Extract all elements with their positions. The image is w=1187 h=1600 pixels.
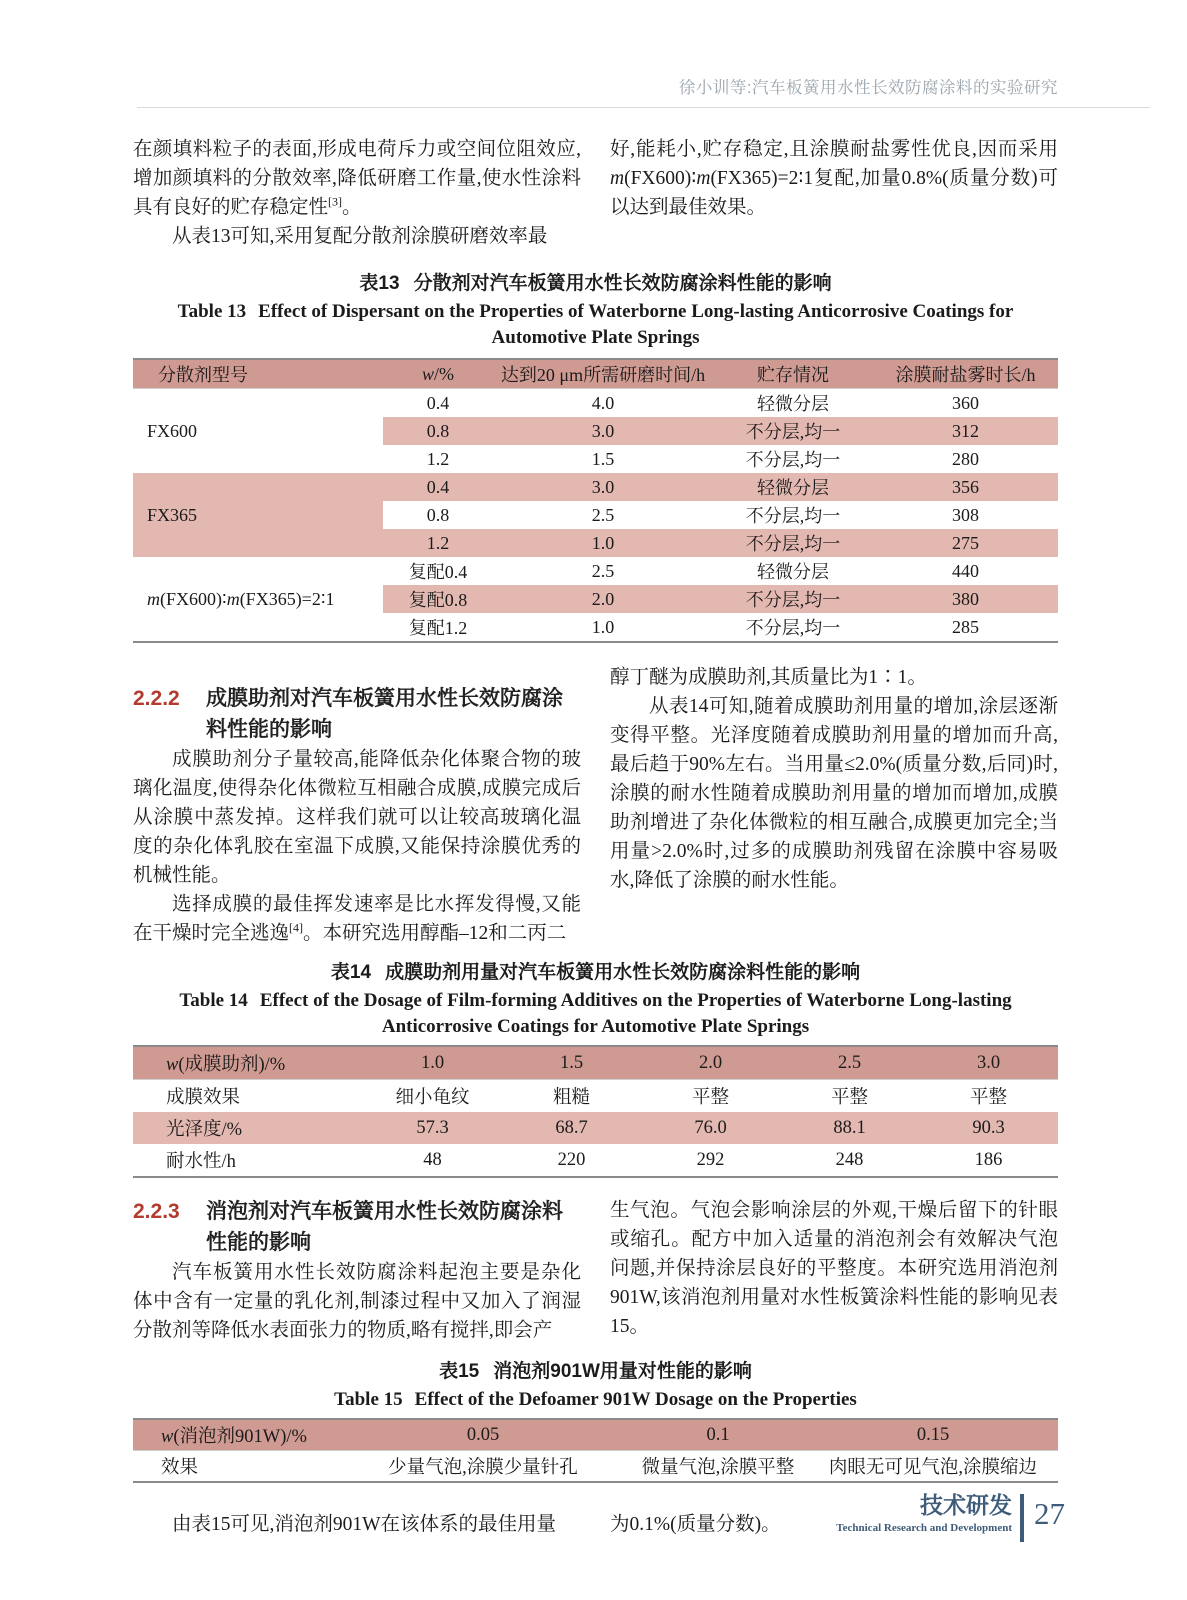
table-cell: 微量气泡,涂膜平整 — [641, 1458, 795, 1478]
table14-caption-en: Effect of the Dosage of Film-forming Additives on the Properties of Waterborne Long-lasting Anticorrosive Coatings for Automotive Plate Springs — [259, 990, 1012, 1037]
table-cell: 88.1 — [780, 1112, 919, 1144]
running-head: 徐小训等:汽车板簧用水性长效防腐涂料的实验研究 — [678, 79, 1058, 97]
table-cell: 成膜效果 — [166, 1088, 241, 1108]
table-header-cell: w(成膜助剂)/% — [133, 1046, 363, 1080]
table-cell: 380 — [873, 585, 1058, 613]
table-cell: 1.2 — [383, 529, 493, 557]
table-cell: 440 — [952, 560, 979, 581]
table-header-cell: 1.5 — [502, 1046, 641, 1080]
table-cell: 2.0 — [493, 585, 713, 613]
table-cell: 轻微分层 — [757, 394, 829, 414]
table-header-cell: 分散剂型号 — [133, 359, 383, 389]
table-header-cell: 0.1 — [628, 1419, 808, 1451]
table-cell: 不分层,均一 — [745, 450, 841, 470]
table-cell: 0.8 — [383, 417, 493, 445]
table14-label-en: Table 14 — [179, 990, 248, 1011]
intro-right-column — [610, 135, 1058, 251]
table-cell: 复配0.8 — [383, 585, 493, 613]
table-cell: 3.0 — [493, 417, 713, 445]
table-header-cell: 涂膜耐盐雾时长/h — [873, 359, 1058, 389]
body-paragraph: 从表13可知,采用复配分散剂涂膜研磨效率最 — [172, 226, 548, 247]
table-cell: 复配0.4 — [408, 562, 468, 582]
body-paragraph: 由表15可见,消泡剂901W在该体系的最佳用量 — [172, 1514, 557, 1535]
header-rule — [137, 107, 1150, 108]
table-header-cell: 0.05 — [338, 1419, 628, 1451]
table-cell: 248 — [835, 1149, 864, 1170]
section-title: 成膜助剂对汽车板簧用水性长效防腐涂料性能的影响 — [206, 687, 563, 741]
table-cell: 复配1.2 — [408, 618, 468, 638]
table-cell: 308 — [952, 504, 979, 525]
table-cell: 平整 — [830, 1088, 868, 1108]
table-cell: 不分层,均一 — [713, 585, 873, 613]
footer-divider-bar — [1020, 1494, 1024, 1542]
table-cell: 平整 — [969, 1088, 1007, 1108]
table13-caption-en: Effect of Dispersant on the Properties of Waterborne Long-lasting Anticorrosive Coatings for Automotive Plate Springs — [258, 301, 1014, 348]
intro-text-block — [133, 135, 1058, 251]
table-row — [133, 1144, 1058, 1177]
body-paragraph: 选择成膜的最佳挥发速率是比水挥发得慢,又能在干燥时完全逃逸[4]。本研究选用醇酯–12和二丙二 — [133, 894, 581, 944]
section-223-left-column — [133, 1196, 581, 1345]
table13-title-en — [133, 299, 1058, 351]
section-number: 2.2.2 — [133, 687, 180, 710]
table-header-cell: 0.15 — [808, 1419, 1058, 1451]
table-row — [133, 473, 1058, 501]
body-paragraph: 成膜助剂分子量较高,能降低杂化体聚合物的玻璃化温度,使得杂化体微粒互相融合成膜,成膜完成后从涂膜中蒸发掉。这样我们就可以让较高玻璃化温度的杂化体乳胶在室温下成膜,又能保持涂膜优秀的机械性能。 — [133, 749, 581, 886]
table-header-cell: 3.0 — [919, 1046, 1058, 1080]
table15-header-row — [133, 1419, 1058, 1451]
table-header-cell: w(消泡剂901W)/% — [133, 1419, 338, 1451]
table-cell: 57.3 — [363, 1112, 502, 1144]
footer-section-label — [836, 1492, 1020, 1542]
table13-label-cn: 表13 — [359, 273, 400, 294]
table14-caption-cn: 成膜助剂用量对汽车板簧用水性长效防腐涂料性能的影响 — [385, 962, 861, 983]
table13-caption-cn: 分散剂对汽车板簧用水性长效防腐涂料性能的影响 — [413, 273, 832, 294]
table15-title-en — [133, 1387, 1058, 1413]
table-cell: 不分层,均一 — [713, 417, 873, 445]
table-cell: 细小龟纹 — [395, 1088, 470, 1108]
table-cell: 1.0 — [493, 529, 713, 557]
table-row — [133, 557, 1058, 585]
body-paragraph: 汽车板簧用水性长效防腐涂料起泡主要是杂化体中含有一定量的乳化剂,制漆过程中又加入了润湿分散剂等降低水表面张力的物质,略有搅拌,即会产 — [133, 1262, 581, 1341]
table-row — [133, 1112, 1058, 1144]
table-cell: 轻微分层 — [757, 562, 829, 582]
table-cell: 耐水性/h — [166, 1152, 236, 1172]
table14-title-cn — [133, 961, 1058, 985]
table14 — [133, 1045, 1058, 1178]
table-header-cell: 2.0 — [641, 1046, 780, 1080]
table-header-cell: w/% — [383, 359, 493, 389]
table15-caption-en: Effect of the Defoamer 901W Dosage on the Properties — [414, 1389, 857, 1410]
table-cell: 1.5 — [591, 448, 615, 469]
table-cell: 不分层,均一 — [745, 506, 841, 526]
table-cell: 效果 — [161, 1458, 199, 1478]
table-cell: 光泽度/% — [133, 1112, 363, 1144]
body-paragraph: 醇丁醚为成膜助剂,其质量比为1∶1。 — [610, 667, 927, 688]
table-cell: 0.4 — [426, 392, 450, 413]
section-222-right-column — [610, 663, 1058, 948]
table-header-cell: 达到20 μm所需研磨时间/h — [493, 359, 713, 389]
table-cell: 粗糙 — [552, 1088, 590, 1108]
table15-title-cn — [133, 1360, 1058, 1384]
table-cell: 肉眼无可见气泡,涂膜缩边 — [828, 1458, 1038, 1478]
table-header-cell: 贮存情况 — [713, 359, 873, 389]
footer-section-en: Technical Research and Development — [836, 1522, 1012, 1534]
table13-label-en: Table 13 — [177, 301, 247, 322]
table14-label-cn: 表14 — [330, 962, 372, 983]
table-cell: 1.2 — [426, 448, 450, 469]
table-cell: 48 — [423, 1149, 442, 1170]
table-row — [133, 1451, 1058, 1483]
table14-title-en — [133, 988, 1058, 1040]
table-cell: 220 — [557, 1149, 586, 1170]
body-paragraph: 在颜填料粒子的表面,形成电荷斥力或空间位阻效应,增加颜填料的分散效率,降低研磨工作量,使水性涂料具有良好的贮存稳定性[3]。 — [133, 139, 581, 218]
section-heading-223 — [133, 1196, 581, 1258]
footer-section-cn: 技术研发 — [920, 1492, 1012, 1518]
table-row — [133, 1080, 1058, 1113]
table-cell: 275 — [873, 529, 1058, 557]
intro-left-column — [133, 135, 581, 251]
section-heading-222 — [133, 683, 581, 745]
table-cell: 1.0 — [591, 616, 615, 637]
table-cell: 285 — [952, 616, 979, 637]
table13-title-cn — [133, 272, 1058, 296]
table-cell: 292 — [696, 1149, 725, 1170]
table-cell: 360 — [952, 392, 979, 413]
table-cell: 0.4 — [383, 473, 493, 501]
section-222-left-column — [133, 663, 581, 948]
table-cell: 不分层,均一 — [713, 529, 873, 557]
table-header-cell: 2.5 — [780, 1046, 919, 1080]
section-223-right-column — [610, 1196, 1058, 1345]
table-cell: 不分层,均一 — [745, 618, 841, 638]
table14-header-row — [133, 1046, 1058, 1080]
table-cell: 280 — [952, 448, 979, 469]
table-cell: 平整 — [691, 1088, 729, 1108]
table15 — [133, 1418, 1058, 1483]
table-cell: m(FX600)∶m(FX365)=2∶1 — [147, 588, 335, 609]
table-cell: 76.0 — [641, 1112, 780, 1144]
page-number: 27 — [1034, 1496, 1065, 1531]
body-paragraph: 为0.1%(质量分数)。 — [610, 1514, 781, 1535]
section-number: 2.2.3 — [133, 1200, 180, 1223]
table-cell: 90.3 — [919, 1112, 1058, 1144]
table13 — [133, 358, 1058, 643]
table15-label-en: Table 15 — [334, 1389, 403, 1410]
table-cell: 2.5 — [591, 560, 615, 581]
section-223-block — [133, 1196, 1058, 1345]
table-cell: 3.0 — [493, 473, 713, 501]
table-cell: FX365 — [133, 473, 383, 557]
table-cell: 轻微分层 — [713, 473, 873, 501]
section-222-block — [133, 663, 1058, 948]
table13-header-row — [133, 359, 1058, 389]
table-cell: FX600 — [147, 420, 198, 441]
body-paragraph: 生气泡。气泡会影响涂层的外观,干燥后留下的针眼或缩孔。配方中加入适量的消泡剂会有效解决气泡问题,并保持涂层良好的平整度。本研究选用消泡剂901W,该消泡剂用量对水性板簧涂料性能的影响见表15。 — [610, 1200, 1058, 1337]
table15-label-cn: 表15 — [439, 1361, 480, 1382]
table-cell: 2.5 — [591, 504, 615, 525]
section-title: 消泡剂对汽车板簧用水性长效防腐涂料性能的影响 — [206, 1200, 563, 1254]
table-header-cell: 1.0 — [363, 1046, 502, 1080]
table-row — [133, 389, 1058, 418]
table-cell: 0.8 — [426, 504, 450, 525]
table-cell: 312 — [873, 417, 1058, 445]
closing-left-column — [133, 1510, 581, 1539]
table-cell: 68.7 — [502, 1112, 641, 1144]
table-cell: 356 — [873, 473, 1058, 501]
table15-caption-cn: 消泡剂901W用量对性能的影响 — [493, 1361, 752, 1382]
table-cell: 少量气泡,涂膜少量针孔 — [388, 1458, 578, 1478]
table-cell: 4.0 — [591, 392, 615, 413]
page-footer — [836, 1492, 1065, 1542]
body-paragraph: 好,能耗小,贮存稳定,且涂膜耐盐雾性优良,因而采用m(FX600)∶m(FX365)=2∶1复配,加量0.8%(质量分数)可以达到最佳效果。 — [610, 139, 1058, 218]
body-paragraph: 从表14可知,随着成膜助剂用量的增加,涂层逐渐变得平整。光泽度随着成膜助剂用量的增加而升高,最后趋于90%左右。当用量≤2.0%(质量分数,后同)时,涂膜的耐水性随着成膜助剂用量的增加而增加,成膜助剂增进了杂化体微粒的相互融合,成膜更加完全;当用量>2.0%时,过多的成膜助剂残留在涂膜中容易吸水,降低了涂膜的耐水性能。 — [610, 696, 1058, 891]
table-cell: 186 — [974, 1149, 1003, 1170]
